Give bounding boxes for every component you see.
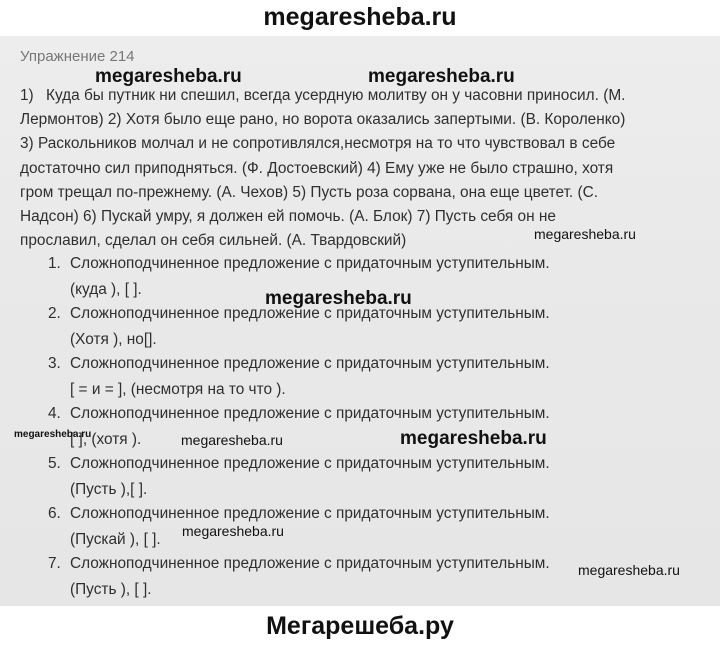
item-scheme: (Пусть ),[ ]. xyxy=(70,481,148,498)
item-description: Сложноподчиненное предложение с придаточным уступительным. xyxy=(70,355,550,372)
item-scheme: [ = и = ], (несмотря на то что ). xyxy=(70,381,286,398)
exercise-title: Упражнение 214 xyxy=(20,48,135,65)
text-line: гром трещал по-прежнему. (А. Чехов) 5) Пусть роза сорвана, она еще цветет. (С. xyxy=(20,183,598,201)
text-line: достаточно сил приподняться. (Ф. Достоевский) 4) Ему уже не было страшно, хотя xyxy=(20,159,614,177)
text-line: 1) Куда бы путник ни спешил, всегда усердную молитву он у часовни приносил. (М. xyxy=(20,84,710,108)
item-scheme: [ ], (хотя ). xyxy=(70,431,142,448)
text-line: Надсон) 6) Пускай умру, я должен ей помочь. (А. Блок) 7) Пусть себя он не xyxy=(20,208,556,226)
item-scheme: (куда ), [ ]. xyxy=(70,281,142,298)
item-description: Сложноподчиненное предложение с придаточным уступительным. xyxy=(70,555,550,572)
text-line: прославил, сделал он себя сильней. (А. Твардовский) xyxy=(20,232,407,250)
watermark: megaresheba.ru xyxy=(265,288,412,309)
item-description: Сложноподчиненное предложение с придаточным уступительным. xyxy=(70,405,550,422)
watermark: megaresheba.ru xyxy=(578,562,680,578)
item-description: Сложноподчиненное предложение с придаточным уступительным. xyxy=(70,305,550,322)
watermark: megaresheba.ru xyxy=(534,226,636,242)
watermark: megaresheba.ru xyxy=(14,429,92,440)
item-description: Сложноподчиненное предложение с придаточным уступительным. xyxy=(70,455,550,472)
scanned-page: Упражнение 214 1) Куда бы путник ни спешил, всегда усердную молитву он у часовни приносил. (М. Лермонтов) 2) Хотя было еще рано, но ворота оказались запертыми. (В. Короленко) 3) Раскольников молчал и не сопротивлялся,несмотря на то что чувствовал в себе достаточно сил приподняться. (Ф. Достоевский) 4) Ему уже не было страшно, хотя гром трещал по-прежнему. (А. Чехов) 5) Пусть роза сорвана, она еще цветет. (С. Надсон) 6) Пускай умру, я должен ей помочь. (А. Блок) 7) Пусть себя он не прославил, сделал он себя сильней. (А. Твардовский) 1. Сложноподчиненное предложение с придаточным уступительным. (куда ), [ ]. 2. Сложноподчиненное предложение с придаточным уступительным. (Хотя ), но[]. 3. Сложноподчиненное предложение с придаточным уступительным. [ = и = ], (несмотря на то что ). 4. Сложноподчиненное предложение с придаточным уступительным. [ ], (хотя ). 5. Сложноподчиненное предложение с придаточным уступительным. (Пусть ),[ ]. 6. Сложноподчиненное предложение с придаточным уступительным. (Пускай ), [ ]. 7. Сложноподчиненное предложение с придаточным уступительным. (Пусть ), [ ]. megaresheba.ru megaresheba.ru megaresheba.ru megaresheba.ru megaresheba.ru megaresheba.ru megaresheba.ru megaresheba.ru megaresheba.ru xyxy=(0,36,720,606)
text-line: Лермонтов) 2) Хотя было еще рано, но ворота оказались запертыми. (В. Короленко) xyxy=(20,111,626,129)
exercise-number: 1) xyxy=(20,87,34,104)
text-line: 3) Раскольников молчал и не сопротивлялся,несмотря на то что чувствовал в себе xyxy=(20,135,616,153)
watermark: megaresheba.ru xyxy=(368,66,515,87)
watermark: megaresheba.ru xyxy=(400,428,547,449)
item-scheme: (Пускай ), [ ]. xyxy=(70,531,161,548)
watermark: megaresheba.ru xyxy=(95,66,242,87)
watermark: megaresheba.ru xyxy=(181,432,283,448)
item-scheme: (Пусть ), [ ]. xyxy=(70,581,152,598)
watermark: megaresheba.ru xyxy=(182,523,284,539)
item-description: Сложноподчиненное предложение с придаточным уступительным. xyxy=(70,255,550,272)
site-header-watermark: megaresheba.ru xyxy=(263,3,457,31)
site-footer-watermark: Мегарешеба.ру xyxy=(266,612,454,640)
item-scheme: (Хотя ), но[]. xyxy=(70,331,157,348)
item-description: Сложноподчиненное предложение с придаточным уступительным. xyxy=(70,505,550,522)
